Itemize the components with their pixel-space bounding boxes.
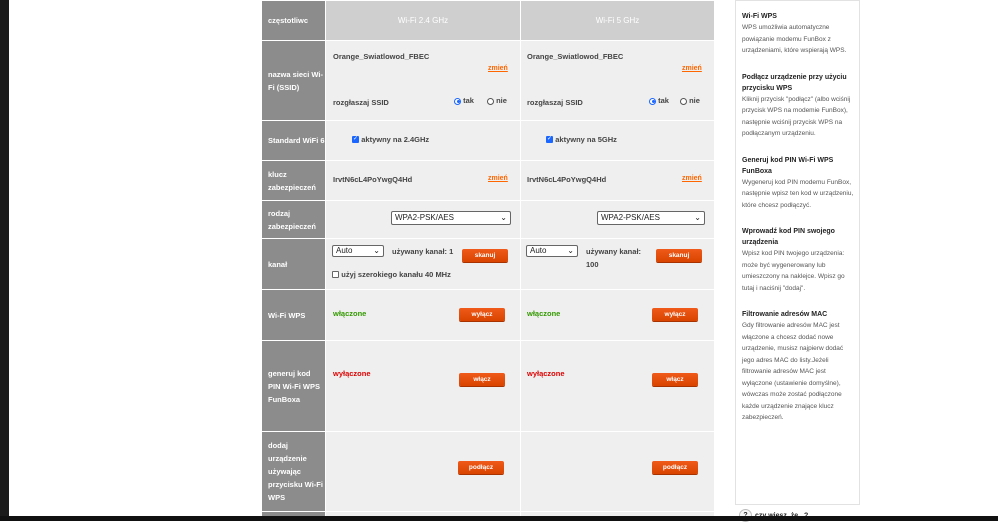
channel-cell-5 [521,239,715,290]
wps-disable-button-5[interactable]: wyłącz [652,308,698,321]
right-blank-area [860,0,998,516]
wifi6-option-24[interactable] [352,135,429,144]
channel-select-24[interactable] [332,245,384,257]
wifi6-checkbox-5[interactable] [546,136,553,143]
connect-cell-5 [521,432,715,512]
radio-no-24[interactable] [487,98,494,105]
radio-yes-5[interactable] [649,98,656,105]
security-select-5[interactable] [597,211,705,225]
pin-enable-button-24[interactable]: włącz [459,373,505,386]
broadcast-ssid-label-24: rozgłaszaj SSID [333,98,389,107]
help-mac-text: Gdy filtrowanie adresów MAC jest włączone a chcesz dodać nowe urządzenie, musisz najpierw dodać jego adres MAC do listy.Jeżeli filtrowanie adresów MAC jest wyłączone (ustawienie domyślne), wówczas może zostać podłączone każde urządzenie znające klucz zabezpieczeń. [742,322,844,421]
key-cell-24 [326,161,521,201]
channel-select-value-5: Auto [530,246,547,255]
help-device-pin-text: Wpisz kod PIN twojego urządzenia: może być wygenerowany lub umieszczony na naklejce. Wpisz go tutaj i naciśnij "dodaj". [742,250,845,292]
connect-button-5[interactable]: podłącz [652,461,698,474]
wifi6-option-5[interactable] [546,135,617,144]
scan-button-5[interactable]: skanuj [656,249,702,262]
ssid-change-link-24[interactable]: zmień [488,65,508,72]
pin-row [262,341,715,432]
channel-used-5-a: używany kanał: [586,247,642,256]
wifi-settings-table [261,0,714,516]
wps-cell-24 [326,290,521,341]
connect-row [262,432,715,512]
key-change-link-5[interactable]: zmień [682,175,702,182]
header-row [262,1,715,41]
key-row [262,161,715,201]
chevron-down-icon: ⌄ [373,246,380,255]
wifi6-row [262,121,715,161]
security-select-value-24: WPA2-PSK/AES [395,213,454,222]
ssid-value-24: Orange_Swiatlowod_FBEC [333,52,430,61]
help-wps-title: Wi-Fi WPS [742,13,777,20]
help-pin-text: Wygeneruj kod PIN modemu FunBox, następnie wpisz ten kod w urządzeniu, które chcesz podłączyć. [742,178,854,209]
wps-status-5: włączone [527,309,561,318]
connect-cell-24 [326,432,521,512]
wps-disable-button-24[interactable]: wyłącz [459,308,505,321]
pin-enable-button-5[interactable]: włącz [652,373,698,386]
window-edge-left [0,0,9,521]
help-sidebar [735,0,860,505]
window-edge-bottom [0,516,998,521]
wide-channel-text: użyj szerokiego kanału 40 MHz [341,270,451,279]
scan-button-24[interactable]: skanuj [462,249,508,262]
pin-cell-24 [326,341,521,432]
radio-no-label-24: nie [496,96,507,105]
channel-row [262,239,715,290]
pin-status-24: wyłączone [333,369,371,378]
freq-label: częstotliwc [262,1,326,41]
security-label: rodzaj zabezpieczeń [262,201,326,239]
pin-label: generuj kod PIN Wi-Fi WPS FunBoxa [262,341,326,432]
help-device-pin-title: Wprowadź kod PIN swojego urządzenia [742,228,835,246]
ssid-change-link-5[interactable]: zmień [682,65,702,72]
broadcast-no-option-5[interactable] [680,96,700,105]
wps-status-24: włączone [333,309,367,318]
radio-yes-label-5: tak [658,96,669,105]
wifi6-cell-24 [326,121,521,161]
ssid-cell-24 [326,41,521,121]
help-connect-text: Kliknij przycisk "podłącz" (albo wciśnij przycisk WPS na modemie FunBox), następnie wciśnij przycisk WPS na podłączanym urządzeniu. [742,95,851,137]
connect-button-24[interactable]: podłącz [458,461,504,474]
broadcast-no-option-24[interactable] [487,96,507,105]
channel-cell-24 [326,239,521,290]
help-mac-title: Filtrowanie adresów MAC [742,311,828,318]
ssid-cell-5 [521,41,715,121]
key-label: klucz zabezpieczeń [262,161,326,201]
radio-yes-label-24: tak [463,96,474,105]
channel-select-value-24: Auto [336,246,353,255]
key-cell-5 [521,161,715,201]
key-change-link-24[interactable]: zmień [488,175,508,182]
security-row [262,201,715,239]
security-cell-24 [326,201,521,239]
band-24-header: Wi-Fi 2.4 GHz [326,1,521,41]
chevron-down-icon: ⌄ [500,213,507,222]
wps-label: Wi-Fi WPS [262,290,326,341]
help-connect-title: Podłącz urządzenie przy użyciu przycisku WPS [742,73,847,92]
wifi-settings-panel [261,0,714,516]
ssid-label: nazwa sieci Wi-Fi (SSID) [262,41,326,121]
wifi6-checkbox-24[interactable] [352,136,359,143]
chevron-down-icon: ⌄ [567,246,574,255]
key-value-5: IrvtN6cL4PoYwgQ4Hd [527,175,607,184]
wps-cell-5 [521,290,715,341]
security-select-value-5: WPA2-PSK/AES [601,213,660,222]
wifi6-label: Standard WiFi 6 [262,121,326,161]
wide-channel-option[interactable] [332,270,451,279]
radio-yes-24[interactable] [454,98,461,105]
wide-channel-checkbox[interactable] [332,271,339,278]
key-value-24: IrvtN6cL4PoYwgQ4Hd [333,175,413,184]
broadcast-yes-option-5[interactable] [649,96,669,105]
pin-status-5: wyłączone [527,369,565,378]
wifi6-cell-5 [521,121,715,161]
broadcast-yes-option-24[interactable] [454,96,474,105]
channel-used-5-b: 100 [586,260,599,269]
help-wps-text: WPS umożliwia automatyczne powiązanie modemu FunBox z urządzeniami, które wspierają WPS. [742,24,847,54]
broadcast-ssid-label-5: rozgłaszaj SSID [527,98,583,107]
ssid-value-5: Orange_Swiatlowod_FBEC [527,52,624,61]
radio-no-label-5: nie [689,96,700,105]
chevron-down-icon: ⌄ [694,213,701,222]
wifi6-text-24: aktywny na 2.4GHz [361,135,430,144]
radio-no-5[interactable] [680,98,687,105]
wps-row [262,290,715,341]
pin-cell-5 [521,341,715,432]
channel-label: kanał [262,239,326,290]
wifi6-text-5: aktywny na 5GHz [555,135,617,144]
band-5-header: Wi-Fi 5 GHz [521,1,715,41]
ssid-row [262,41,715,121]
security-cell-5 [521,201,715,239]
channel-select-5[interactable] [526,245,578,257]
channel-used-24: używany kanał: 1 [392,247,454,256]
connect-label: dodaj urządzenie używając przycisku Wi-Fi WPS [262,432,326,512]
help-pin-title: Generuj kod PIN Wi-Fi WPS FunBoxa [742,156,834,175]
security-select-24[interactable] [391,211,511,225]
